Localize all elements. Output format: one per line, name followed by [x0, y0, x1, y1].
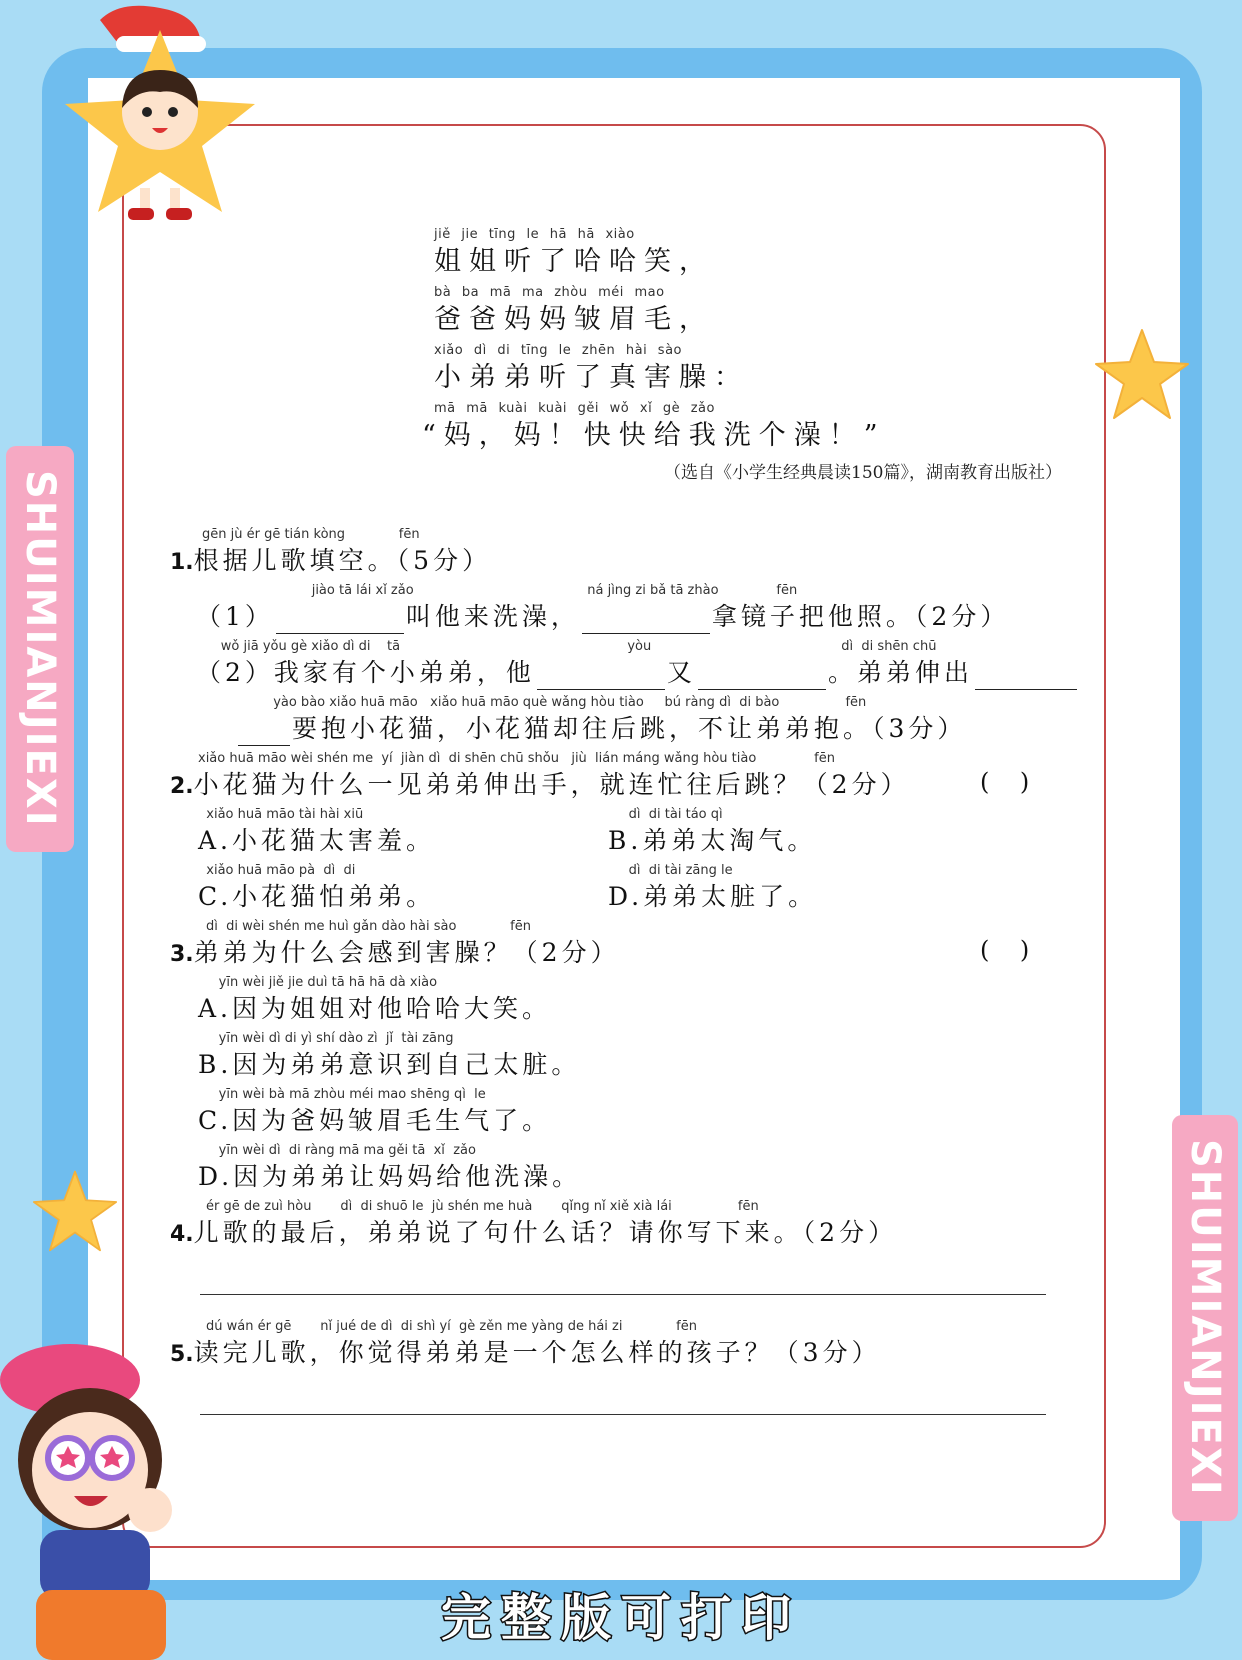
- pinyin: yào bào xiǎo huā māo xiǎo huā māo què wǎng hòu tiào bú ràng dì di bào fēn: [236, 695, 867, 710]
- poem-line: [434, 342, 886, 400]
- option-b[interactable]: [608, 806, 816, 858]
- question-number: 2.: [170, 774, 194, 799]
- option-text: A.因为姐姐对他哈哈大笑。: [198, 994, 552, 1023]
- question-number: 1.: [170, 550, 194, 575]
- question-text: 要抱小花猫，小花猫却往后跳，不让弟弟抱。（3分）: [292, 714, 967, 743]
- question-text: 拿镜子把他照。（2分）: [711, 602, 1010, 631]
- option-text: A.小花猫太害羞。: [198, 826, 436, 855]
- option-b[interactable]: [198, 1030, 580, 1082]
- pinyin: xiǎo dì di tīng le zhēn hài sào: [434, 343, 682, 358]
- poem-text: 爸爸妈妈皱眉毛，: [434, 304, 714, 335]
- star-icon: [30, 1168, 120, 1253]
- question-text: 根据儿歌填空。（5分）: [193, 546, 492, 575]
- option-text: C.小花猫怕弟弟。: [198, 882, 436, 911]
- fill-blank[interactable]: [276, 609, 404, 634]
- question-5: [170, 1318, 881, 1372]
- source-citation: （选自《小学生经典晨读150篇》，湖南教育出版社）: [664, 463, 1062, 483]
- question-4: [170, 1198, 897, 1252]
- option-a[interactable]: [198, 806, 435, 858]
- pinyin: wǒ jiā yǒu gè xiǎo dì di tā yòu dì di shēn chū: [196, 639, 937, 654]
- star-mascot-icon: [60, 0, 260, 230]
- option-text: D.弟弟太脏了。: [608, 882, 818, 911]
- question-text: 儿歌的最后，弟弟说了句什么话？请你写下来。（2分）: [193, 1218, 898, 1247]
- option-text: B.因为弟弟意识到自己太脏。: [198, 1050, 581, 1079]
- poem-text: 姐姐听了哈哈笑，: [434, 246, 714, 277]
- option-text: D.因为弟弟让妈妈给他洗澡。: [198, 1162, 582, 1191]
- question-text: 。弟弟伸出: [827, 658, 973, 687]
- question-text: 读完儿歌，你觉得弟弟是一个怎么样的孩子？（3分）: [193, 1338, 881, 1367]
- part-label: （1）: [196, 602, 274, 631]
- answer-parentheses[interactable]: ( ): [980, 936, 1030, 964]
- question-text: （2）我家有个小弟弟，他: [196, 658, 535, 687]
- option-c[interactable]: [198, 862, 435, 914]
- pinyin: dì di tài táo qì: [608, 807, 723, 822]
- option-text: B.弟弟太淘气。: [608, 826, 817, 855]
- question-1-part-2-cont: [236, 694, 966, 746]
- pinyin: xiǎo huā māo wèi shén me yí jiàn dì di shēn chū shǒu jiù lián máng wǎng hòu tiào fēn: [198, 751, 835, 766]
- question-1-part-2: [196, 638, 1079, 690]
- question-2: [170, 750, 910, 804]
- question-text: 小花猫为什么一见弟弟伸出手，就连忙往后跳？（2分）: [193, 770, 910, 799]
- fill-blank[interactable]: [975, 665, 1077, 690]
- option-text: C.因为爸妈皱眉毛生气了。: [198, 1106, 552, 1135]
- option-d[interactable]: [608, 862, 817, 914]
- pinyin: xiǎo huā māo pà dì di: [198, 863, 356, 878]
- pinyin: bà ba mā ma zhòu méi mao: [434, 285, 665, 300]
- question-3: [170, 918, 620, 972]
- pinyin: yīn wèi dì di yì shí dào zì jǐ tài zāng: [198, 1031, 454, 1046]
- question-text: 弟弟为什么会感到害臊？（2分）: [193, 938, 620, 967]
- poem-line: [434, 226, 886, 284]
- option-c[interactable]: [198, 1086, 551, 1138]
- pinyin: yīn wèi dì di ràng mā ma gěi tā xǐ zǎo: [198, 1143, 476, 1158]
- question-1-part-1: [196, 582, 1009, 634]
- fill-blank[interactable]: [537, 665, 665, 690]
- pinyin: xiǎo huā māo tài hài xiū: [198, 807, 364, 822]
- answer-line[interactable]: [200, 1414, 1046, 1415]
- pinyin: mā mā kuài kuài gěi wǒ xǐ gè zǎo: [434, 401, 715, 416]
- question-number: 5.: [170, 1342, 194, 1367]
- poem-text: “妈，妈！快快给我洗个澡！”: [422, 420, 886, 451]
- pinyin: dú wán ér gē nǐ jué de dì di shì yí gè zěn me yàng de hái zi fēn: [206, 1319, 697, 1334]
- pinyin: dì di tài zāng le: [608, 863, 733, 878]
- pinyin: jiào tā lái xǐ zǎo ná jìng zi bǎ tā zhào fēn: [196, 583, 798, 598]
- fill-blank[interactable]: [238, 721, 290, 746]
- poem-line: [434, 284, 886, 342]
- question-text: 又: [666, 658, 696, 687]
- question-number: 4.: [170, 1222, 194, 1247]
- pinyin: gēn jù ér gē tián kòng fēn: [202, 527, 420, 542]
- side-watermark-left: SHUIMIANJIEXI: [6, 446, 74, 852]
- question-text: 叫他来洗澡，: [405, 602, 580, 631]
- fill-blank[interactable]: [698, 665, 826, 690]
- side-watermark-right: SHUIMIANJIEXI: [1172, 1115, 1238, 1521]
- question-1: [170, 526, 491, 580]
- star-icon: [1092, 326, 1192, 421]
- poem-line: [422, 400, 886, 458]
- pinyin: dì di wèi shén me huì gǎn dào hài sào fēn: [206, 919, 531, 934]
- answer-parentheses[interactable]: ( ): [980, 768, 1030, 796]
- question-number: 3.: [170, 942, 194, 967]
- pinyin: yīn wèi jiě jie duì tā hā hā dà xiào: [198, 975, 438, 990]
- option-a[interactable]: [198, 974, 551, 1026]
- answer-line[interactable]: [200, 1294, 1046, 1295]
- fill-blank[interactable]: [582, 609, 710, 634]
- pinyin: yīn wèi bà mā zhòu méi mao shēng qì le: [198, 1087, 486, 1102]
- option-d[interactable]: [198, 1142, 581, 1194]
- footer-title: 完整版可打印: [441, 1589, 801, 1647]
- poem: [422, 226, 886, 458]
- poem-text: 小弟弟听了真害臊：: [434, 362, 749, 393]
- pinyin: jiě jie tīng le hā hā xiào: [434, 227, 635, 242]
- pinyin: ér gē de zuì hòu dì di shuō le jù shén me huà qǐng nǐ xiě xià lái fēn: [206, 1199, 759, 1214]
